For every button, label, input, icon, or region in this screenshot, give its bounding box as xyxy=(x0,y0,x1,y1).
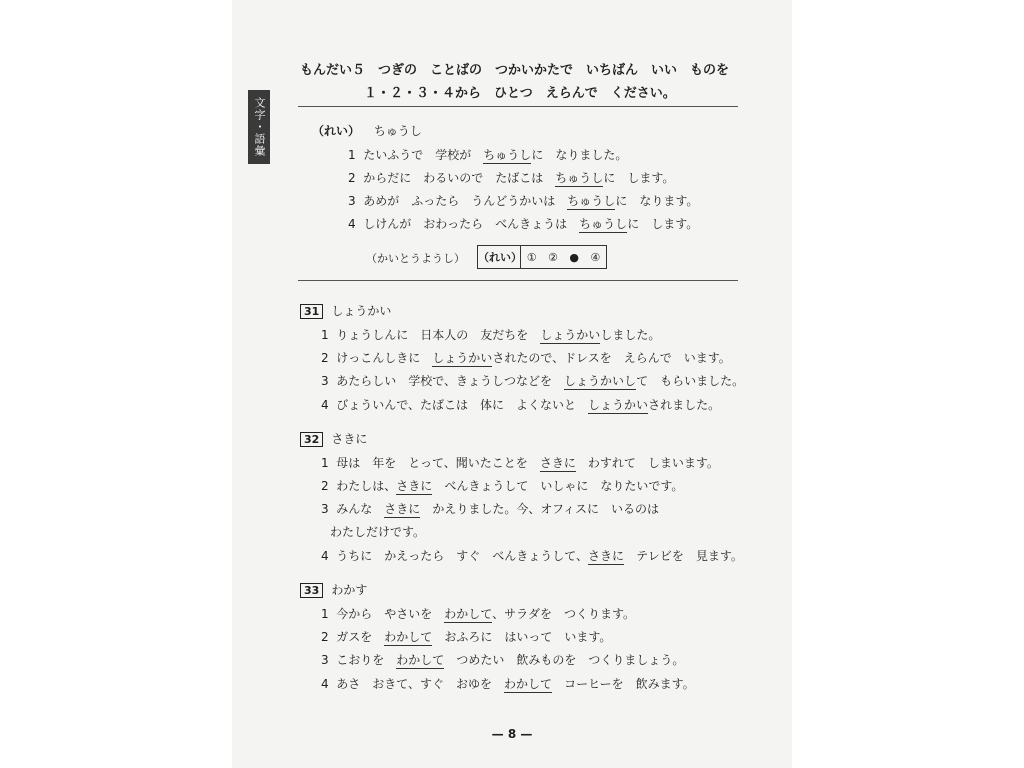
option-text: りょうしんに 日本人の 友だちを xyxy=(336,328,541,342)
target-word: わかして xyxy=(384,630,433,644)
option-number: 3 xyxy=(321,653,329,667)
question-heading xyxy=(300,302,391,319)
option-text: かえりました。今、オフィスに いるのは xyxy=(420,502,659,516)
answer-label: （れい） xyxy=(478,246,521,268)
option-number: 2 xyxy=(321,351,329,365)
question-word: しょうかい xyxy=(331,304,392,318)
option-number: 1 xyxy=(321,328,329,342)
question-option xyxy=(321,605,635,622)
question-option xyxy=(321,396,720,413)
option-text: て もらいました。 xyxy=(636,374,745,388)
option-text: 今から やさいを xyxy=(336,607,445,621)
option-text: べんきょうして いしゃに なりたいです。 xyxy=(432,479,684,493)
target-word: ちゅうし xyxy=(555,171,604,185)
option-number: 4 xyxy=(321,549,329,563)
option-text: されました。 xyxy=(648,398,721,412)
option-number: 2 xyxy=(321,479,329,493)
option-text: 、サラダを つくります。 xyxy=(492,607,635,621)
answer-options xyxy=(521,251,606,264)
option-text: しけんが おわったら べんきょうは xyxy=(363,217,580,231)
answer-sheet-example xyxy=(477,245,607,269)
target-word: ちゅうし xyxy=(567,194,616,208)
target-word: しょうかいし xyxy=(564,374,637,388)
option-number: 3 xyxy=(321,502,329,516)
option-text: あめが ふったら うんどうかいは xyxy=(363,194,568,208)
instruction-line-2: １・２・３・４から ひとつ えらんで ください。 xyxy=(364,86,676,101)
answer-sheet-label: （かいとうようし） xyxy=(366,252,465,265)
question-word: さきに xyxy=(331,432,368,446)
example-option xyxy=(348,215,698,232)
target-word: わかして xyxy=(504,677,553,691)
question-word: わかす xyxy=(331,583,368,597)
question-option xyxy=(321,628,611,645)
divider xyxy=(298,280,738,281)
target-word: さきに xyxy=(588,549,625,563)
question-option xyxy=(321,651,684,668)
option-text: からだに わるいので たばこは xyxy=(363,171,556,185)
option-number: 3 xyxy=(321,374,329,388)
question-option xyxy=(321,372,744,389)
option-number: 3 xyxy=(348,194,356,208)
question-option xyxy=(321,326,660,343)
target-word: ちゅうし xyxy=(579,217,628,231)
option-text: されたので、ドレスを えらんで います。 xyxy=(492,351,731,365)
option-number: 4 xyxy=(321,677,329,691)
page-number: — 8 — xyxy=(491,727,533,741)
answer-option-filled: ● xyxy=(569,250,579,264)
divider xyxy=(298,106,738,107)
option-text: あたらしい 学校で、きょうしつなどを xyxy=(336,374,565,388)
answer-option: ② xyxy=(548,250,558,264)
target-word: わかして xyxy=(396,653,445,667)
option-number: 2 xyxy=(348,171,356,185)
example-word: ちゅうし xyxy=(373,124,422,138)
option-text: に なりました。 xyxy=(531,148,628,162)
option-text: ガスを xyxy=(336,630,385,644)
option-text: に します。 xyxy=(603,171,675,185)
answer-option: ① xyxy=(526,250,537,264)
option-text: コーヒーを 飲みます。 xyxy=(552,677,695,691)
option-text: に します。 xyxy=(627,217,699,231)
target-word: しょうかい xyxy=(588,398,649,412)
target-word: さきに xyxy=(539,456,576,470)
target-word: しょうかい xyxy=(540,328,601,342)
example-option xyxy=(348,192,698,209)
option-text: しました。 xyxy=(600,328,661,342)
option-number: 2 xyxy=(321,630,329,644)
target-word: わかして xyxy=(444,607,493,621)
option-text: みんな xyxy=(336,502,385,516)
option-text: テレビを 見ます。 xyxy=(624,549,743,563)
option-text: おふろに はいって います。 xyxy=(432,630,612,644)
example-label: （れい） xyxy=(312,124,361,138)
target-word: さきに xyxy=(396,479,433,493)
option-text: 母は 年を とって、聞いたことを xyxy=(336,456,540,470)
question-number: 31 xyxy=(300,304,323,319)
option-text: に なります。 xyxy=(615,194,699,208)
option-text: たいふうで 学校が xyxy=(363,148,484,162)
option-number: 1 xyxy=(321,456,329,470)
option-number: 4 xyxy=(348,217,356,231)
question-option xyxy=(321,675,695,692)
example-heading xyxy=(312,122,422,139)
example-option xyxy=(348,169,674,186)
option-continuation: わたしだけです。 xyxy=(330,525,426,539)
option-text: びょういんで、たばこは 体に よくないと xyxy=(336,398,589,412)
option-text: わたしは、 xyxy=(336,479,397,493)
question-number: 33 xyxy=(300,583,323,598)
question-option xyxy=(321,477,683,494)
question-option xyxy=(321,454,719,471)
answer-option: ④ xyxy=(590,250,601,264)
section-tab: 文字・語彙 xyxy=(248,90,270,164)
option-number: 1 xyxy=(348,148,356,162)
question-option xyxy=(321,500,659,517)
question-heading xyxy=(300,581,367,598)
option-text: けっこんしきに xyxy=(336,351,433,365)
option-number: 1 xyxy=(321,607,329,621)
option-text: うちに かえったら すぐ べんきょうして、 xyxy=(336,549,589,563)
option-text: つめたい 飲みものを つくりましょう。 xyxy=(444,653,685,667)
option-text: わすれて しまいます。 xyxy=(575,456,719,470)
question-number: 32 xyxy=(300,432,323,447)
target-word: しょうかい xyxy=(432,351,493,365)
question-heading xyxy=(300,430,367,447)
question-option xyxy=(321,547,743,564)
target-word: ちゅうし xyxy=(483,148,532,162)
instruction-line-1: もんだい５ つぎの ことばの つかいかたで いちばん いい ものを xyxy=(300,63,730,78)
question-option xyxy=(321,349,731,366)
option-text: こおりを xyxy=(336,653,397,667)
example-option xyxy=(348,146,627,163)
option-text: あさ おきて、すぐ おゆを xyxy=(336,677,505,691)
target-word: さきに xyxy=(384,502,421,516)
option-number: 4 xyxy=(321,398,329,412)
